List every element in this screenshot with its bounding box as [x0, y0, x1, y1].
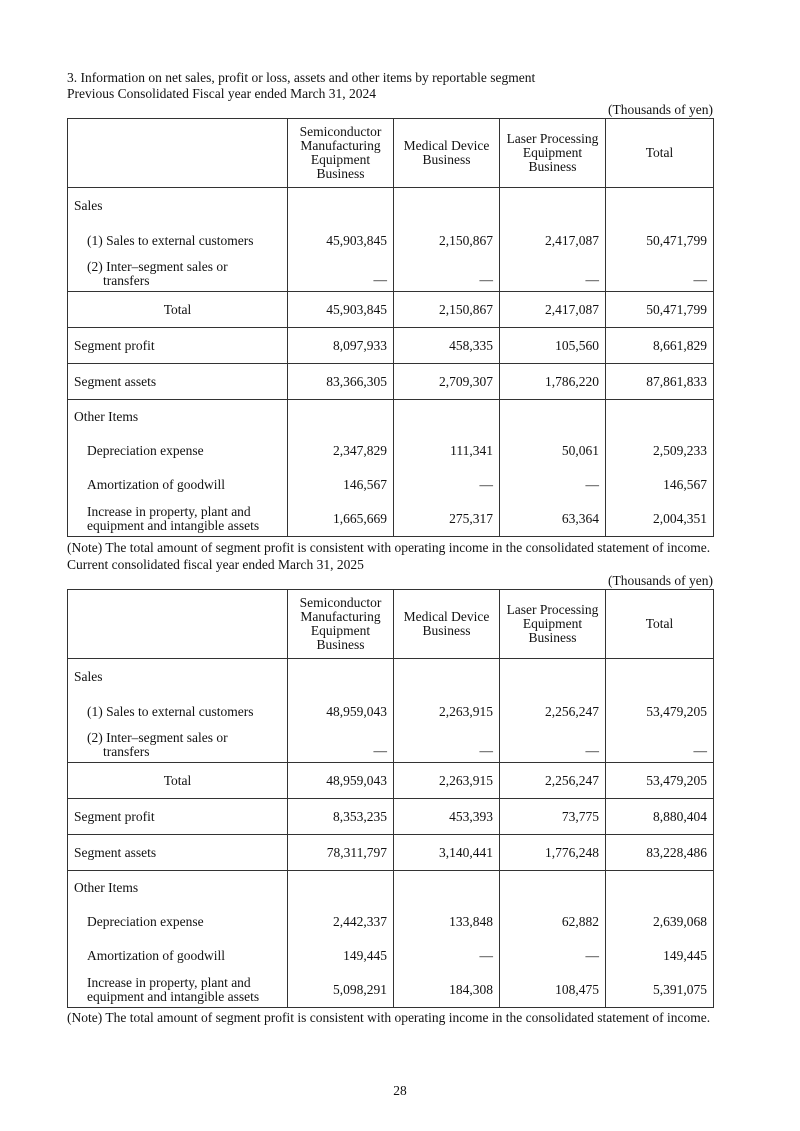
- other-items-row-value: [606, 400, 714, 434]
- segment-profit-row-label: Segment profit: [68, 328, 288, 364]
- goodwill-row-value: —: [394, 468, 500, 502]
- goodwill-row-value: —: [500, 468, 606, 502]
- goodwill-row-value: —: [500, 939, 606, 973]
- capex-row-value: 184,308: [394, 973, 500, 1008]
- column-header-line: Business: [528, 159, 577, 174]
- column-header-line: Business: [422, 152, 471, 167]
- row-label-line: Increase in property, plant and: [87, 503, 251, 519]
- depreciation-row-value: 2,639,068: [606, 905, 714, 939]
- other-items-row-value: [500, 871, 606, 905]
- external-sales-row-value: 2,417,087: [500, 225, 606, 257]
- column-header-line: Laser Processing: [506, 602, 599, 617]
- column-header-line: Business: [316, 637, 365, 652]
- column-header: [606, 590, 714, 659]
- external-sales-row-value: 2,263,915: [394, 696, 500, 728]
- capex-row-value: 108,475: [500, 973, 606, 1008]
- capex-row-value: 5,098,291: [288, 973, 394, 1008]
- goodwill-row-value: —: [394, 939, 500, 973]
- depreciation-row-value: 2,347,829: [288, 434, 394, 468]
- external-sales-row-value: 45,903,845: [288, 225, 394, 257]
- sales-row-value: [500, 659, 606, 696]
- inter-segment-row-value: —: [394, 257, 500, 292]
- other-items-row-value: [500, 400, 606, 434]
- segment-profit-row-value: 8,661,829: [606, 328, 714, 364]
- column-header-line: Equipment: [310, 623, 371, 638]
- segment-assets-row-value: 83,366,305: [288, 364, 394, 400]
- depreciation-row-value: 2,442,337: [288, 905, 394, 939]
- segment-assets-row-value: 3,140,441: [394, 835, 500, 871]
- inter-segment-row-value: —: [288, 728, 394, 763]
- segment-profit-row-value: 8,097,933: [288, 328, 394, 364]
- column-header-line: Equipment: [310, 152, 371, 167]
- total-row-value: 50,471,799: [606, 292, 714, 328]
- total-row-value: 45,903,845: [288, 292, 394, 328]
- column-header-line: Medical Device: [403, 609, 490, 624]
- capex-row-label: [68, 502, 288, 537]
- column-header-line: Manufacturing: [300, 609, 381, 624]
- other-items-row-value: [606, 871, 714, 905]
- column-header: [394, 590, 500, 659]
- depreciation-row-label: Depreciation expense: [68, 905, 288, 939]
- segment-assets-row-label: Segment assets: [68, 835, 288, 871]
- inter-segment-row-value: —: [606, 728, 714, 763]
- row-label-line: transfers: [103, 272, 150, 288]
- goodwill-row-value: 146,567: [288, 468, 394, 502]
- segment-table-2025: [67, 589, 714, 1008]
- period-title-2025: Current consolidated fiscal year ended March 31, 2025: [67, 557, 364, 572]
- row-label-line: transfers: [103, 743, 150, 759]
- other-items-row-value: [394, 871, 500, 905]
- inter-segment-row-value: —: [500, 728, 606, 763]
- row-label-line: equipment and intangible assets: [87, 517, 260, 533]
- segment-assets-row-label: Segment assets: [68, 364, 288, 400]
- header-blank-cell: [68, 119, 288, 188]
- sales-row-value: [288, 659, 394, 696]
- row-label-line: equipment and intangible assets: [87, 988, 260, 1004]
- sales-row-value: [500, 188, 606, 225]
- sales-row-value: [288, 188, 394, 225]
- capex-row-value: 63,364: [500, 502, 606, 537]
- other-items-row-label: Other Items: [68, 871, 288, 905]
- column-header-line: Equipment: [522, 145, 583, 160]
- unit-label: (Thousands of yen): [608, 573, 713, 588]
- column-header-line: Manufacturing: [300, 138, 381, 153]
- header-blank-cell: [68, 590, 288, 659]
- capex-row-value: 1,665,669: [288, 502, 394, 537]
- goodwill-row-label: Amortization of goodwill: [68, 468, 288, 502]
- column-header-line: Medical Device: [403, 138, 490, 153]
- row-label-line: Increase in property, plant and: [87, 974, 251, 990]
- capex-row-value: 5,391,075: [606, 973, 714, 1008]
- row-label-line: (2) Inter–segment sales or: [87, 258, 228, 274]
- other-items-row-value: [288, 400, 394, 434]
- column-header-line: Business: [316, 166, 365, 181]
- note-2024: (Note) The total amount of segment profit is consistent with operating income in the consolidated statement of income.: [67, 540, 711, 555]
- capex-row-value: 2,004,351: [606, 502, 714, 537]
- segment-profit-row-label: Segment profit: [68, 799, 288, 835]
- external-sales-row-value: 2,256,247: [500, 696, 606, 728]
- depreciation-row-label: Depreciation expense: [68, 434, 288, 468]
- inter-segment-row-value: —: [288, 257, 394, 292]
- column-header: [288, 590, 394, 659]
- total-row-value: 53,479,205: [606, 763, 714, 799]
- segment-assets-row-value: 87,861,833: [606, 364, 714, 400]
- section-title: 3. Information on net sales, profit or loss, assets and other items by reportable segment: [67, 70, 536, 85]
- sales-row-value: [606, 188, 714, 225]
- note-2025: (Note) The total amount of segment profit is consistent with operating income in the consolidated statement of income.: [67, 1010, 711, 1025]
- capex-row-label: [68, 973, 288, 1008]
- inter-segment-row-value: —: [500, 257, 606, 292]
- column-header: [606, 119, 714, 188]
- column-header-line: Total: [645, 616, 674, 631]
- segment-profit-row-value: 105,560: [500, 328, 606, 364]
- column-header-line: Laser Processing: [506, 131, 599, 146]
- segment-assets-row-value: 1,786,220: [500, 364, 606, 400]
- column-header-line: Total: [645, 145, 674, 160]
- capex-row-value: 275,317: [394, 502, 500, 537]
- column-header-line: Business: [528, 630, 577, 645]
- total-row-value: 2,150,867: [394, 292, 500, 328]
- external-sales-row-value: 50,471,799: [606, 225, 714, 257]
- total-row-value: 48,959,043: [288, 763, 394, 799]
- column-header: [500, 119, 606, 188]
- external-sales-row-value: 53,479,205: [606, 696, 714, 728]
- segment-profit-row-value: 73,775: [500, 799, 606, 835]
- other-items-row-value: [288, 871, 394, 905]
- sales-row-value: [394, 659, 500, 696]
- inter-segment-row-label: [68, 728, 288, 763]
- column-header-line: Business: [422, 623, 471, 638]
- external-sales-row-label: (1) Sales to external customers: [68, 225, 288, 257]
- segment-assets-row-value: 1,776,248: [500, 835, 606, 871]
- total-row-value: 2,263,915: [394, 763, 500, 799]
- segment-profit-row-value: 8,880,404: [606, 799, 714, 835]
- page-number: 28: [393, 1083, 407, 1098]
- depreciation-row-value: 111,341: [394, 434, 500, 468]
- sales-row-value: [394, 188, 500, 225]
- total-row-label: Total: [68, 292, 288, 328]
- depreciation-row-value: 2,509,233: [606, 434, 714, 468]
- row-label-line: (2) Inter–segment sales or: [87, 729, 228, 745]
- column-header-line: Semiconductor: [299, 595, 382, 610]
- inter-segment-row-value: —: [394, 728, 500, 763]
- column-header-line: Equipment: [522, 616, 583, 631]
- column-header: [394, 119, 500, 188]
- external-sales-row-label: (1) Sales to external customers: [68, 696, 288, 728]
- segment-profit-row-value: 8,353,235: [288, 799, 394, 835]
- inter-segment-row-value: —: [606, 257, 714, 292]
- other-items-row-label: Other Items: [68, 400, 288, 434]
- goodwill-row-value: 146,567: [606, 468, 714, 502]
- column-header: [288, 119, 394, 188]
- segment-profit-row-value: 453,393: [394, 799, 500, 835]
- depreciation-row-value: 62,882: [500, 905, 606, 939]
- goodwill-row-value: 149,445: [606, 939, 714, 973]
- segment-table-2024: [67, 118, 714, 537]
- segment-assets-row-value: 2,709,307: [394, 364, 500, 400]
- other-items-row-value: [394, 400, 500, 434]
- total-row-value: 2,417,087: [500, 292, 606, 328]
- goodwill-row-label: Amortization of goodwill: [68, 939, 288, 973]
- inter-segment-row-label: [68, 257, 288, 292]
- external-sales-row-value: 48,959,043: [288, 696, 394, 728]
- period-title-2024: Previous Consolidated Fiscal year ended March 31, 2024: [67, 86, 376, 101]
- segment-assets-row-value: 78,311,797: [288, 835, 394, 871]
- segment-assets-row-value: 83,228,486: [606, 835, 714, 871]
- total-row-label: Total: [68, 763, 288, 799]
- unit-label: (Thousands of yen): [608, 102, 713, 117]
- total-row-value: 2,256,247: [500, 763, 606, 799]
- external-sales-row-value: 2,150,867: [394, 225, 500, 257]
- depreciation-row-value: 50,061: [500, 434, 606, 468]
- sales-row-label: Sales: [68, 659, 288, 696]
- goodwill-row-value: 149,445: [288, 939, 394, 973]
- sales-row-value: [606, 659, 714, 696]
- segment-profit-row-value: 458,335: [394, 328, 500, 364]
- column-header-line: Semiconductor: [299, 124, 382, 139]
- column-header: [500, 590, 606, 659]
- sales-row-label: Sales: [68, 188, 288, 225]
- depreciation-row-value: 133,848: [394, 905, 500, 939]
